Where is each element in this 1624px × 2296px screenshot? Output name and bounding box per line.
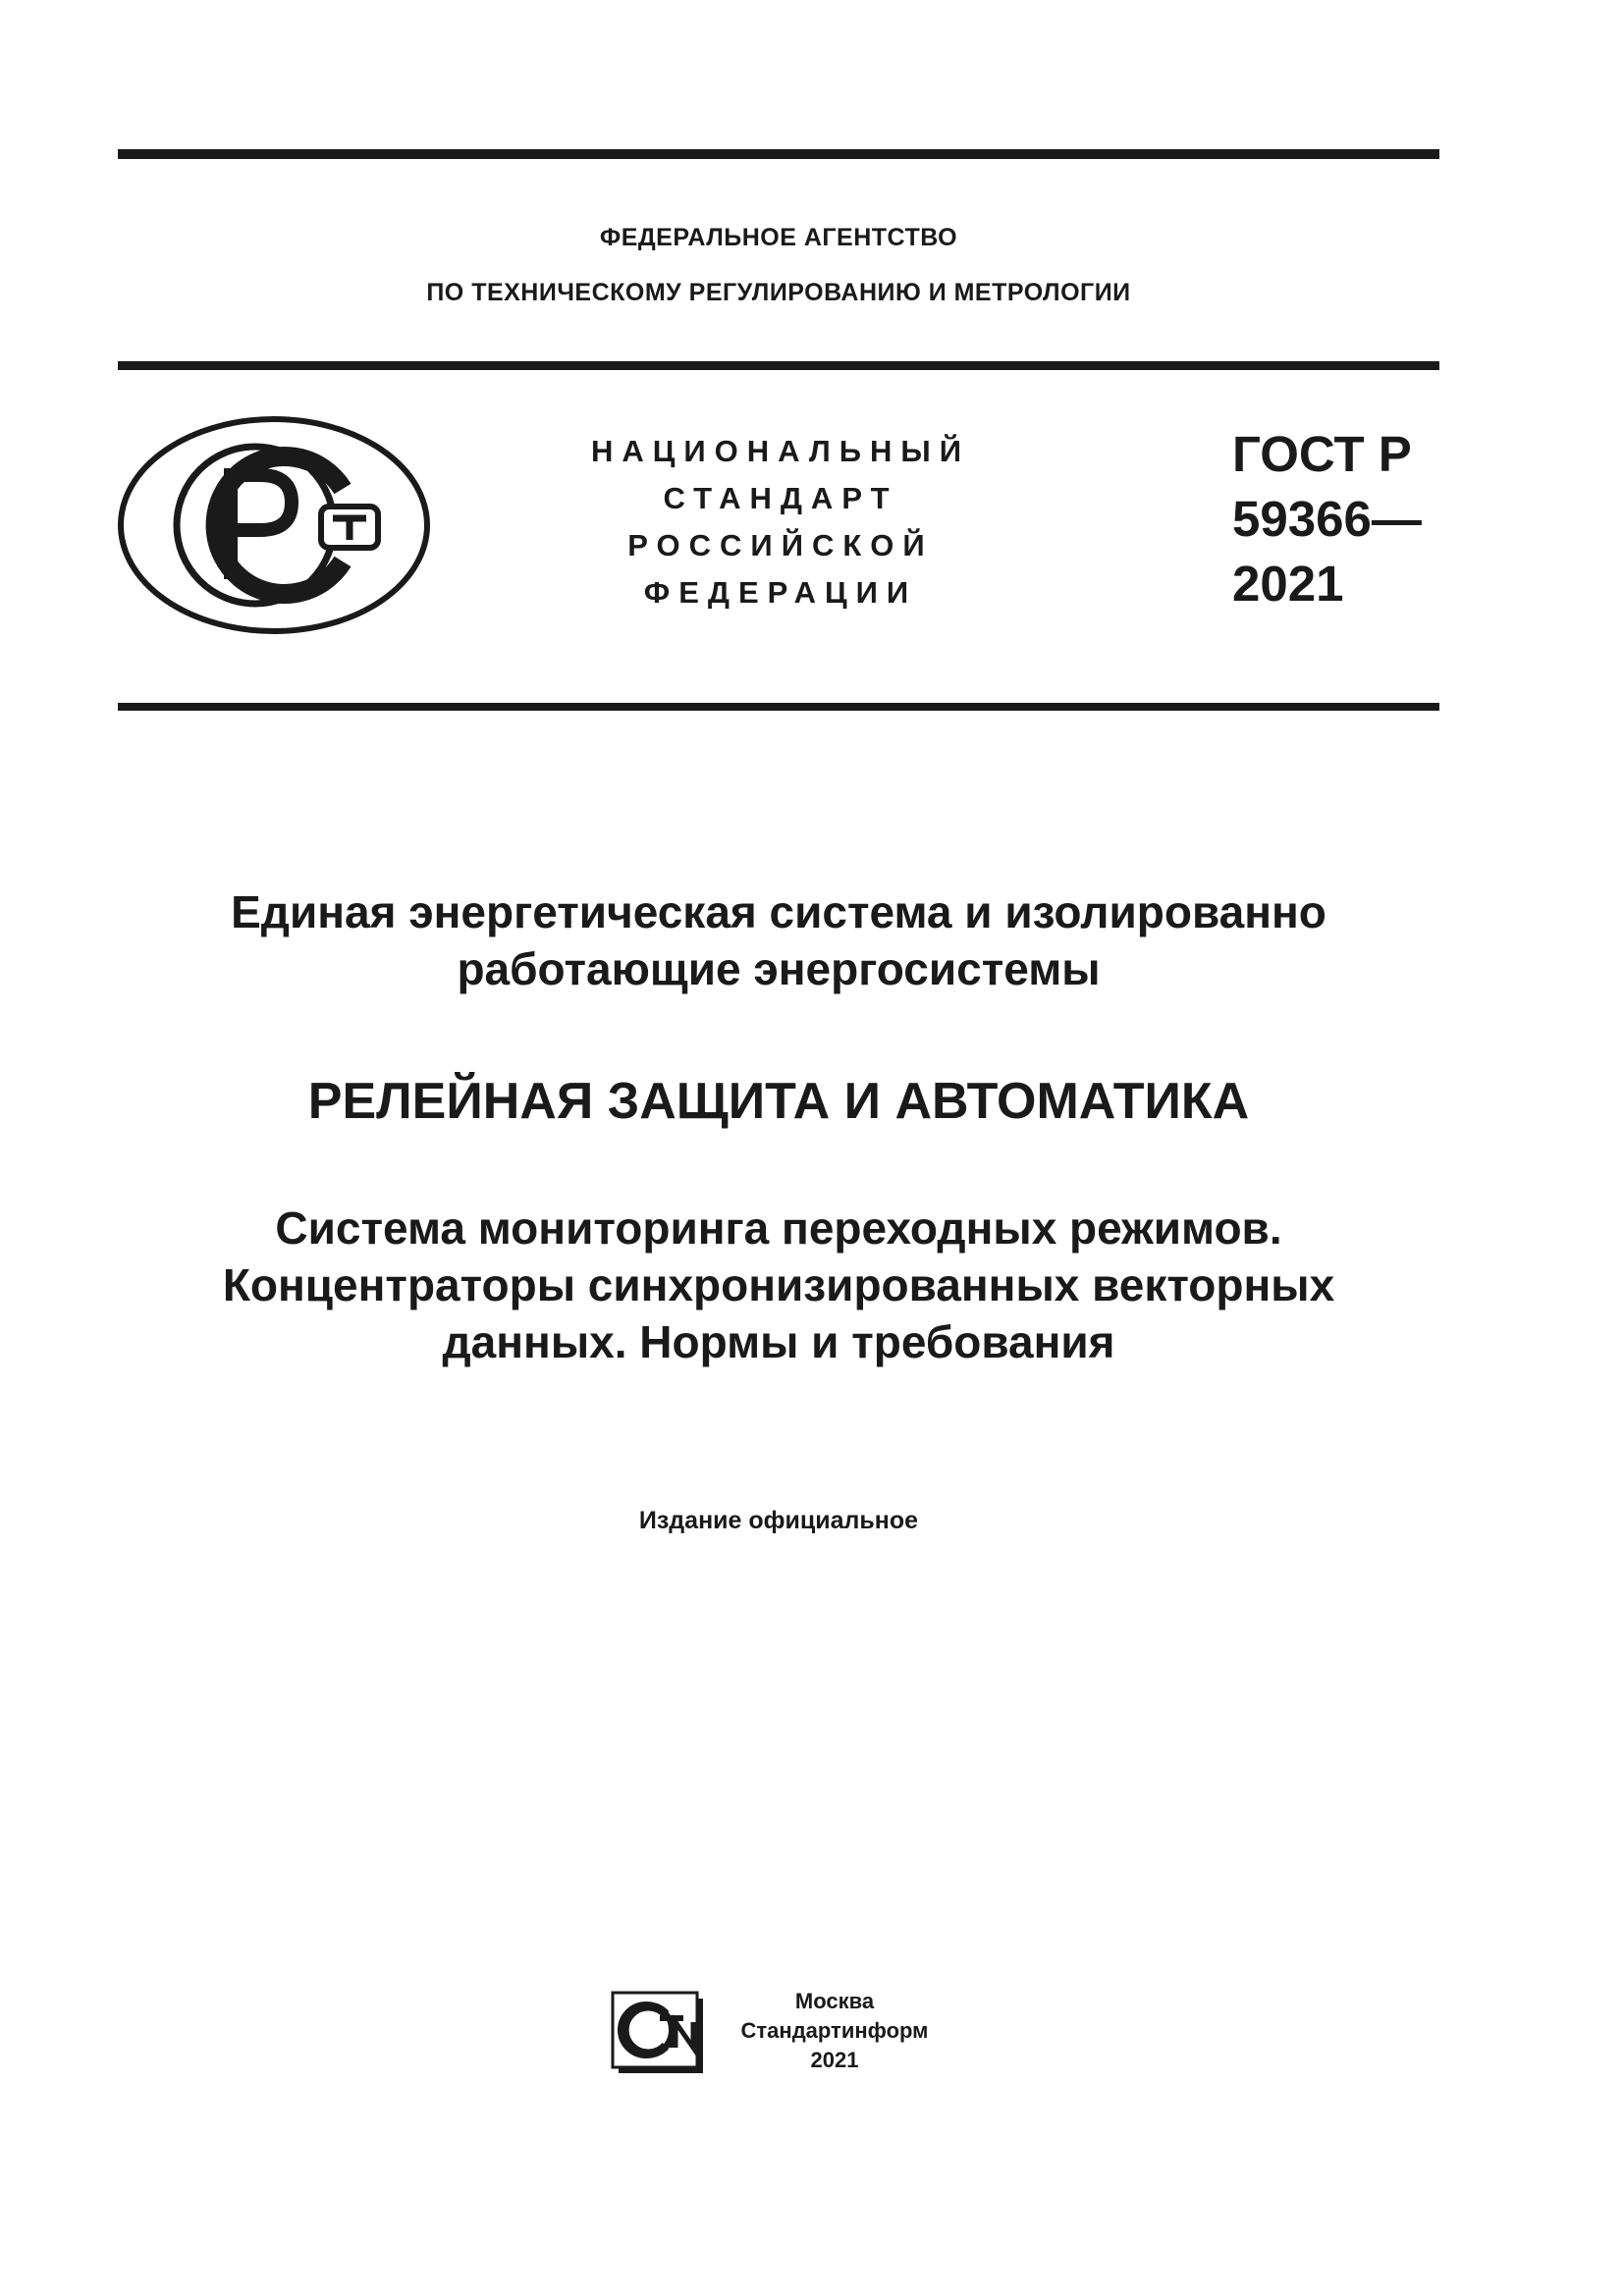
national-standard-label [545, 428, 1016, 616]
imprint-publisher: Стандартинформ [740, 2018, 929, 2043]
subtitle-line: работающие энергосистемы [457, 943, 1101, 994]
description-line: Концентраторы синхронизированных векторных [222, 1259, 1335, 1310]
edition-label: Издание официальное [638, 1507, 919, 1534]
designation-line: ГОСТ Р [1232, 426, 1412, 482]
document-subtitle [118, 883, 1439, 997]
publisher-imprint [722, 1987, 947, 2075]
national-standard-line: СТАНДАРТ [663, 481, 898, 515]
description-line: данных. Нормы и требования [442, 1316, 1115, 1367]
designation-line: 59366— [1232, 491, 1422, 547]
national-standard-line: ФЕДЕРАЦИИ [643, 575, 918, 610]
document-main-title: РЕЛЕЙНАЯ ЗАЩИТА И АВТОМАТИКА [307, 1073, 1250, 1130]
designation-line: 2021 [1232, 556, 1344, 612]
rst-conformity-mark-icon [115, 412, 434, 638]
header-rule [118, 361, 1439, 370]
standard-designation [1232, 422, 1448, 616]
subtitle-line: Единая энергетическая система и изолированно [231, 886, 1326, 937]
document-description [118, 1200, 1439, 1370]
standartinform-logo-icon [611, 1991, 707, 2077]
agency-line-2: ПО ТЕХНИЧЕСКОМУ РЕГУЛИРОВАНИЮ И МЕТРОЛОГИИ [426, 279, 1131, 306]
national-standard-line: НАЦИОНАЛЬНЫЙ [590, 434, 971, 468]
imprint-city: Москва [794, 1989, 875, 2013]
national-standard-line: РОССИЙСКОЙ [627, 528, 934, 562]
title-rule [118, 703, 1439, 711]
top-rule [118, 149, 1439, 159]
imprint-year: 2021 [810, 2048, 859, 2072]
agency-line-1: ФЕДЕРАЛЬНОЕ АГЕНТСТВО [599, 224, 958, 251]
description-line: Система мониторинга переходных режимов. [275, 1202, 1282, 1254]
